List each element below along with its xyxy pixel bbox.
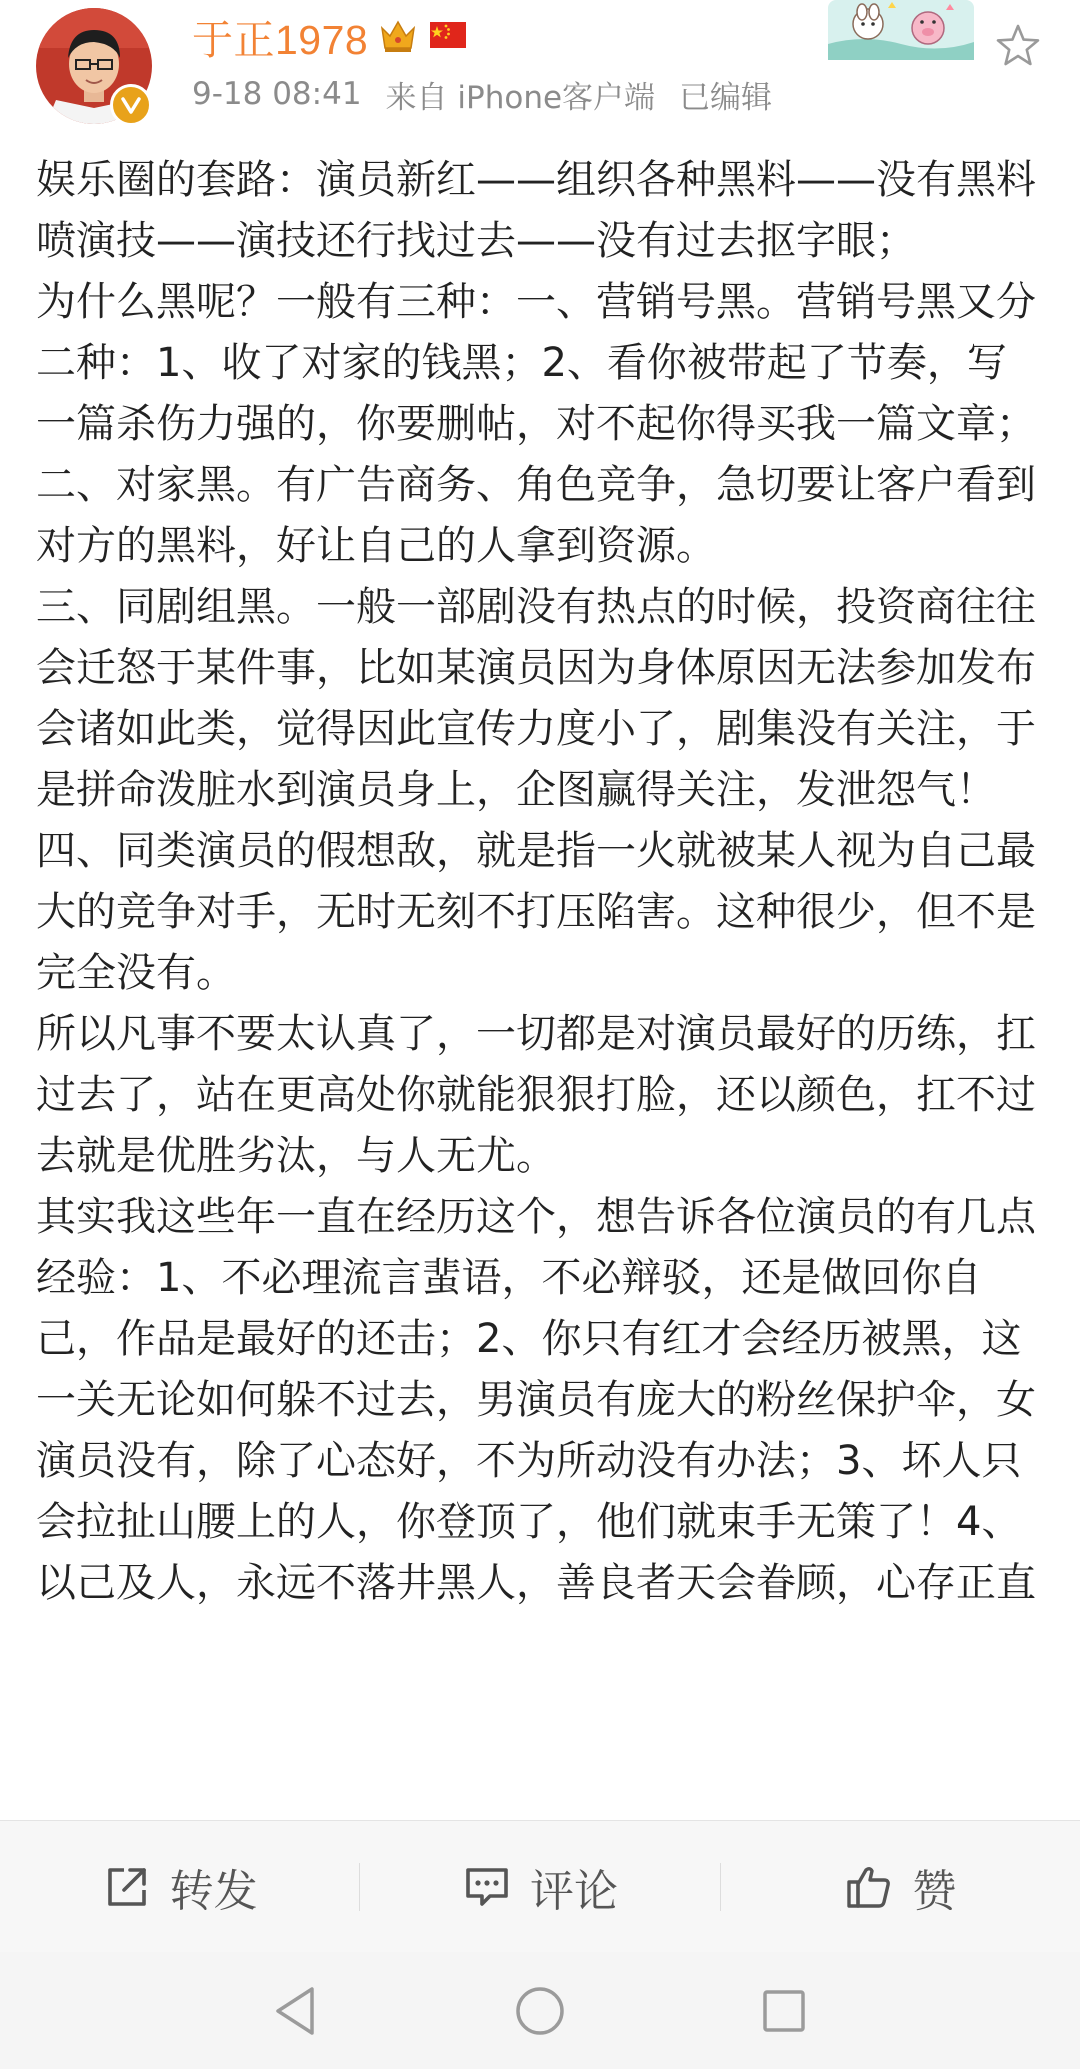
comment-icon	[462, 1862, 512, 1912]
home-circle-icon	[514, 1985, 566, 2037]
post-paragraph: 为什么黑呢？一般有三种：一、营销号黑。营销号黑又分二种：1、收了对家的钱黑；2、看你被带起了节奏，写一篇杀伤力强的，你要删帖，对不起你得买我一篇文章；	[36, 279, 1036, 447]
username[interactable]: 于正1978	[192, 16, 369, 63]
back-triangle-icon	[272, 1985, 320, 2037]
comment-button[interactable]	[360, 1821, 719, 1953]
china-flag-icon[interactable]	[428, 20, 468, 52]
post-paragraph: 三、同剧组黑。一般一部剧没有热点的时候，投资商往往会迁怒于某件事，比如某演员因为身体原因无法参加发布会诸如此类，觉得因此宣传力度小了，剧集没有关注，于是拼命泼脏水到演员身上，企图赢得关注，发泄怨气！	[36, 584, 1036, 813]
post-source: 来自 iPhone客户端	[385, 79, 656, 116]
action-bar	[0, 1820, 1080, 1953]
like-button[interactable]	[721, 1821, 1080, 1953]
post-content	[36, 150, 1044, 1820]
post-paragraph: 四、同类演员的假想敌，就是指一火就被某人视为自己最大的竞争对手，无时无刻不打压陷害。这种很少，但不是完全没有。	[36, 828, 1036, 996]
post-paragraph: 娱乐圈的套路：演员新红——组织各种黑料——没有黑料喷演技——演技还行找过去——没有过去抠字眼；	[36, 157, 1036, 264]
post-header	[0, 0, 1080, 150]
post-meta	[192, 72, 796, 116]
post-paragraph: 其实我这些年一直在经历这个，想告诉各位演员的有几点经验：1、不必理流言蜚语，不必辩驳，还是做回你自己，作品是最好的还击；2、你只有红才会经历被黑，这一关无论如何躲不过去，男演员有庞大的粉丝保护伞，女演员没有，除了心态好，不为所动没有办法；3、坏人只会拉扯山腰上的人，你登顶了，他们就束手无策了！4、以己及人，永远不落井黑人，善良者天会眷顾，心存正直	[36, 1194, 1036, 1606]
star-icon	[994, 22, 1042, 70]
favorite-star-button[interactable]	[990, 18, 1046, 74]
system-nav-bar	[0, 1952, 1080, 2069]
share-icon	[102, 1862, 152, 1912]
repost-label: 转发	[169, 1866, 258, 1917]
recents-square-icon	[761, 1988, 807, 2034]
like-label: 赞	[912, 1866, 957, 1917]
verified-badge-icon	[110, 84, 152, 126]
edited-label[interactable]: 已编辑	[679, 79, 773, 116]
repost-button[interactable]	[0, 1821, 359, 1953]
username-row	[192, 8, 468, 64]
back-button[interactable]	[246, 1971, 346, 2051]
home-button[interactable]	[490, 1971, 590, 2051]
recents-button[interactable]	[734, 1971, 834, 2051]
cartoon-sticker	[828, 0, 974, 60]
comment-label: 评论	[529, 1866, 618, 1917]
thumbs-up-icon	[844, 1862, 894, 1912]
post-timestamp: 9-18 08:41	[192, 76, 362, 112]
post-paragraph: 二、对家黑。有广告商务、角色竞争，急切要让客户看到对方的黑料，好让自己的人拿到资源。	[36, 462, 1036, 569]
crown-icon[interactable]	[378, 16, 418, 56]
post-paragraph: 所以凡事不要太认真了，一切都是对演员最好的历练，扛过去了，站在更高处你就能狠狠打脸，还以颜色，扛不过去就是优胜劣汰，与人无尤。	[36, 1011, 1036, 1179]
